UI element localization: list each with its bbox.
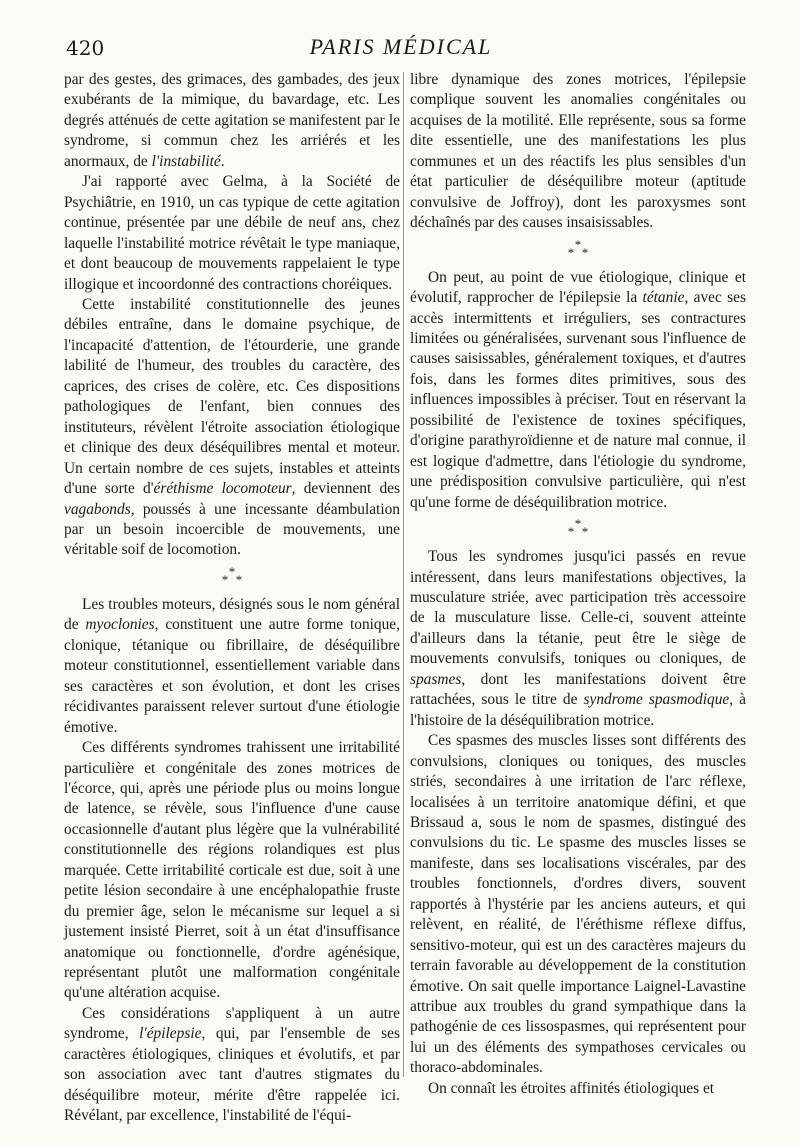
paragraph: par des gestes, des grimaces, des gambades, des jeux exubérants de la mimique, du bavardage, etc. Les degrés atténués de cette agitation se manifestent par le syndrome, si commun chez les arriérés et les anormaux, de l'instabilité. <box>64 71 400 170</box>
section-asterism: * * * <box>567 516 589 540</box>
section-asterism: * * * <box>221 563 243 587</box>
column-divider <box>403 72 404 1077</box>
page-number: 420 <box>66 36 105 60</box>
paragraph: On connaît les étroites affinités étiologiques et <box>428 1079 715 1097</box>
paragraph: Ces spasmes des muscles lisses sont différents des convulsions, cloniques ou toniques, des muscles striés, secondaires à une irritation de l'arc réflexe, localisées à un territoire anatomique défini, et que Brissaud a, sous le nom de spasmes, distingué des convulsions du tic. Le spasme des muscles lisses se manifeste, dans ses localisations viscérales, par des troubles fonctionnels, d'ordres divers, souvent rapportés à l'hystérie par les anciens auteurs, et qui relèvent, en réalité, de l'éréthisme réflexe diffus, sensitivo-moteur, qui est un des caractères majeurs du terrain favorable au développement de la constitution émotive. On sait quelle importance Laignel-Lavastine attribue aux troubles du grand sympathique dans la pathogénie de ces lissospasmes, qui représentent pour lui un des éléments des sympathoses cervicales ou thoraco-abdominales. <box>410 732 746 1077</box>
section-asterism: * * * <box>567 236 589 260</box>
paragraph: J'ai rapporté avec Gelma, à la Société de Psychiâtrie, en 1910, un cas typique de cette agitation continue, présentée par une débile de neuf ans, chez laquelle l'instabilité motrice révêtait le type maniaque, et dont beaucoup de mouvements rappelaient le type illogique et incoordonné des contractions choréiques. <box>64 173 400 293</box>
right-column <box>410 70 746 1099</box>
paragraph: Cette instabilité constitutionnelle des jeunes débiles entraîne, dans le domaine psychique, de l'incapacité d'attention, de l'étourderie, une grande labilité de l'humeur, des troubles du caractère, des caprices, des crises de colère, etc. Ces dispositions pathologiques de l'enfant, bien connues des instituteurs, révèlent l'étroite association étiologique et clinique des deux déséquilibres mental et moteur. Un certain nombre de ces sujets, instables et atteints d'une sorte d'éréthisme locomoteur, deviennent des vagabonds, poussés à une incessante déambulation par un besoin incoercible de mouvements, une véritable soif de locomotion. <box>64 295 400 559</box>
paragraph: Ces considérations s'appliquent à un autre syndrome, l'épilepsie, qui, par l'ensemble de ses caractères étiologiques, cliniques et évolutifs, et par son association avec tant d'autres stigmates du déséquilibre moteur, mérite d'être rappelée ici. Révélant, par excellence, l'instabilité de l'équi- <box>64 1004 400 1125</box>
paragraph: libre dynamique des zones motrices, l'épilepsie complique souvent les anomalies congénitales ou acquises de la motilité. Elle représente, sous sa forme dite essentielle, une des manifestations les plus communes et un des réactifs les plus sensibles d'un état particulier de déséquilibre moteur (aptitude convulsive de Joffroy), dont les paroxysmes sont déchaînés par des causes insaisissables. <box>410 71 746 232</box>
paragraph: Ces différents syndromes trahissent une irritabilité particulière et congénitale des zones motrices de l'écorce, qui, après une période plus ou moins longue de latence, se révèle, sous l'influence d'une cause occasionnelle d'autant plus légère que la vulnérabilité constitutionnelle des régions rolandiques est plus marquée. Cette irritabilité corticale est due, soit à une petite lésion secondaire à une encéphalopathie fruste du premier âge, selon le mécanisme sur lequel a si justement insisté Pierret, soit à un état d'insuffisance anatomique ou fonctionnelle, d'ordre agénésique, représentant plutôt une malformation congénitale qu'une altération acquise. <box>64 739 400 1002</box>
paragraph: Tous les syndromes jusqu'ici passés en revue intéressent, dans leurs manifestations objectives, la musculature striée, avec participation très accessoire de la musculature lisse. Celle-ci, souvent atteinte d'ailleurs dans la tétanie, peut être le siège de mouvements convulsifs, toniques ou cloniques, de spasmes, dont les manifestations doivent être rattachées, sous le titre de syndrome spasmodique, à l'histoire de la déséquilibration motrice. <box>410 548 746 729</box>
left-column <box>64 70 400 1127</box>
paragraph: Les troubles moteurs, désignés sous le nom général de myoclonies, constituent une autre forme tonique, clonique, tétanique ou fibrillaire, de déséquilibre moteur constitutionnel, essentiellement variable dans ses caractères et son évolution, et dont les crises récidivantes paraissent relever surtout d'une étiologie émotive. <box>64 595 400 736</box>
page-header <box>66 34 736 64</box>
journal-title: PARIS MÉDICAL <box>309 34 493 59</box>
paragraph: On peut, au point de vue étiologique, clinique et évolutif, rapprocher de l'épilepsie la tétanie, avec ses accès intermittents et irréguliers, ses contractures limitées ou généralisées, survenant sous l'influence de causes saisissables, généralement toxiques, et d'autres fois, dans les formes dites primitives, sous des influences impossibles à préciser. Tout en réservant la possibilité de l'existence de toxines spécifiques, d'origine parathyroïdienne et de nature mal connue, il est logique d'admettre, dans l'étiologie du syndrome, une prédisposition convulsive particulière, qui n'est qu'une forme de déséquilibration motrice. <box>410 268 746 511</box>
